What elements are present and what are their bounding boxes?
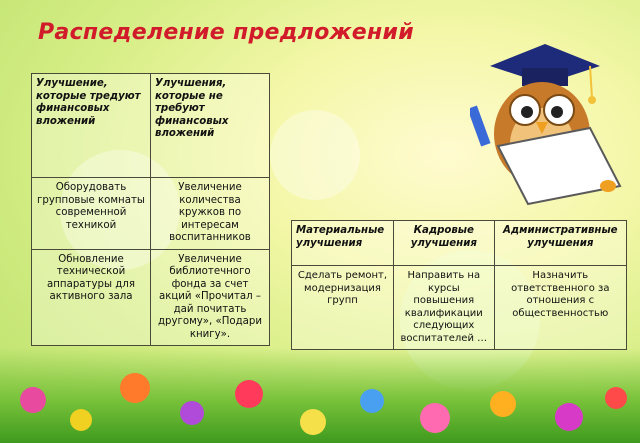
financial-improvements-table [31,73,270,346]
flower [555,403,583,431]
flower-meadow [0,348,640,443]
flower [180,401,204,425]
table-cell: Сделать ремонт, модернизация групп [292,266,394,350]
flower [120,373,150,403]
table-cell: Увеличение библиотечного фонда за счет акций «Прочитал – дай почитать другому», «Подари книгу». [151,249,270,346]
table-header: Материальные улучшения [292,221,394,266]
bokeh [270,110,360,200]
table-cell: Увеличение количества кружков по интересам воспитанников [151,178,270,250]
table-row [32,249,270,346]
table-row [32,178,270,250]
flower [360,389,384,413]
table-header: Административные улучшения [494,221,626,266]
table-cell: Назначить ответственного за отношения с общественностью [494,266,626,350]
flower [70,409,92,431]
flower [490,391,516,417]
flower [605,387,627,409]
owl-graduate-icon [470,36,630,206]
table-cell: Оборудовать групповые комнаты современной техникой [32,178,151,250]
table-header: Улучшение, которые тредуют финансовых вложений [32,74,151,178]
page-title: Распеделение предложений [38,20,414,45]
flower [235,380,263,408]
table-cell: Обновление технической аппаратуры для активного зала [32,249,151,346]
flower [20,387,46,413]
flower [420,403,450,433]
table-cell: Направить на курсы повышения квалификации следующих воспитателей … [393,266,494,350]
table-row [292,266,627,350]
table-header: Улучшения, которые не требуют финансовых вложений [151,74,270,178]
improvement-types-table [291,220,627,350]
table-header: Кадровые улучшения [393,221,494,266]
flower [300,409,326,435]
